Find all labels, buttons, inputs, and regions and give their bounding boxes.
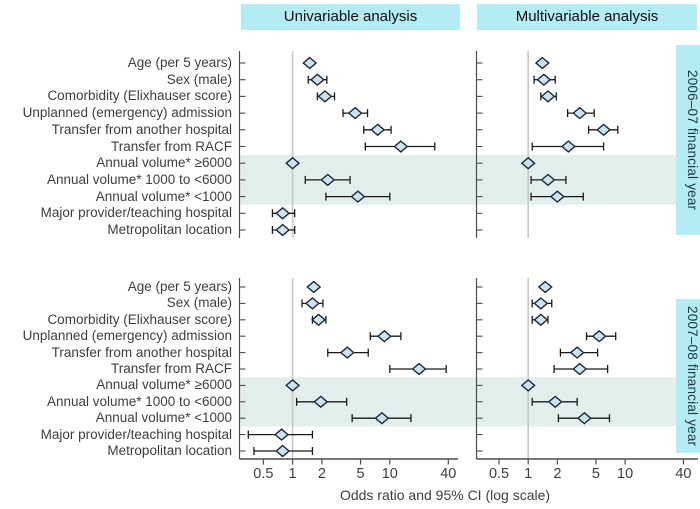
odds-ratio-diamond: [534, 314, 547, 325]
odds-ratio-diamond: [593, 331, 606, 342]
odds-ratio-diamond: [571, 347, 584, 358]
x-tick-label: 5: [356, 466, 365, 482]
odds-ratio-diamond: [542, 91, 555, 102]
odds-ratio-diamond: [562, 141, 575, 152]
x-tick-label: 5: [591, 466, 600, 482]
row-label: Sex (male): [166, 71, 232, 87]
odds-ratio-diamond: [378, 331, 391, 342]
x-tick-label: 0.5: [253, 466, 274, 482]
odds-ratio-diamond: [276, 225, 289, 236]
x-tick-label: 10: [381, 466, 398, 482]
row-label: Annual volume* <1000: [95, 188, 232, 204]
odds-ratio-diamond: [349, 108, 362, 119]
odds-ratio-diamond: [311, 74, 324, 85]
odds-ratio-diamond: [276, 446, 289, 457]
odds-ratio-diamond: [306, 298, 319, 309]
odds-ratio-diamond: [341, 347, 354, 358]
x-tick-label: 40: [440, 466, 457, 482]
x-tick-label: 2: [553, 466, 562, 482]
odds-ratio-diamond: [275, 429, 288, 440]
row-label: Major provider/teaching hospital: [40, 205, 232, 221]
row-label: Annual volume* 1000 to <6000: [46, 171, 232, 187]
period-label-2007-08: 2007–08 financial year: [676, 299, 700, 453]
odds-ratio-diamond: [534, 298, 547, 309]
odds-ratio-diamond: [394, 141, 407, 152]
period-label-2006-07: 2006–07 financial year: [676, 45, 700, 235]
odds-ratio-diamond: [413, 364, 426, 375]
row-label: Transfer from another hospital: [51, 121, 232, 137]
row-label: Unplanned (emergency) admission: [22, 328, 232, 344]
row-label: Annual volume* ≥6000: [96, 155, 232, 171]
x-tick-label: 10: [617, 466, 634, 482]
row-label: Transfer from another hospital: [51, 344, 232, 360]
x-tick-label: 0.5: [488, 466, 510, 482]
odds-ratio-diamond: [539, 282, 552, 293]
row-label: Metropolitan location: [107, 222, 232, 237]
row-label: Major provider/teaching hospital: [40, 426, 232, 442]
row-label: Annual volume* ≥6000: [96, 377, 232, 393]
row-label: Metropolitan location: [107, 443, 232, 458]
odds-ratio-diamond: [319, 91, 332, 102]
row-label: Comorbidity (Elixhauser score): [47, 311, 232, 327]
row-label: Unplanned (emergency) admission: [22, 105, 232, 121]
row-label: Annual volume* <1000: [95, 410, 232, 426]
row-label: Comorbidity (Elixhauser score): [47, 88, 232, 104]
x-tick-label: 40: [675, 466, 692, 482]
x-tick-label: 1: [288, 466, 297, 482]
odds-ratio-diamond: [597, 124, 610, 135]
row-label: Sex (male): [166, 295, 232, 311]
row-label: Annual volume* 1000 to <6000: [46, 393, 232, 409]
odds-ratio-diamond: [573, 108, 586, 119]
odds-ratio-diamond: [573, 364, 586, 375]
row-label: Transfer from RACF: [110, 138, 232, 154]
row-label: Age (per 5 years): [127, 279, 232, 294]
x-axis-title: Odds ratio and 95% CI (log scale): [339, 487, 551, 503]
odds-ratio-diamond: [312, 314, 325, 325]
column-header-multivariable: Multivariable analysis: [477, 4, 697, 30]
row-label: Age (per 5 years): [127, 55, 232, 70]
row-label: Transfer from RACF: [110, 361, 232, 376]
odds-ratio-diamond: [537, 74, 550, 85]
odds-ratio-diamond: [303, 58, 316, 69]
odds-ratio-diamond: [307, 282, 320, 293]
odds-ratio-diamond: [536, 58, 549, 69]
odds-ratio-diamond: [371, 124, 384, 135]
column-header-univariable: Univariable analysis: [241, 4, 460, 30]
x-tick-label: 1: [524, 466, 533, 482]
odds-ratio-diamond: [276, 208, 289, 219]
x-tick-label: 2: [317, 466, 326, 482]
